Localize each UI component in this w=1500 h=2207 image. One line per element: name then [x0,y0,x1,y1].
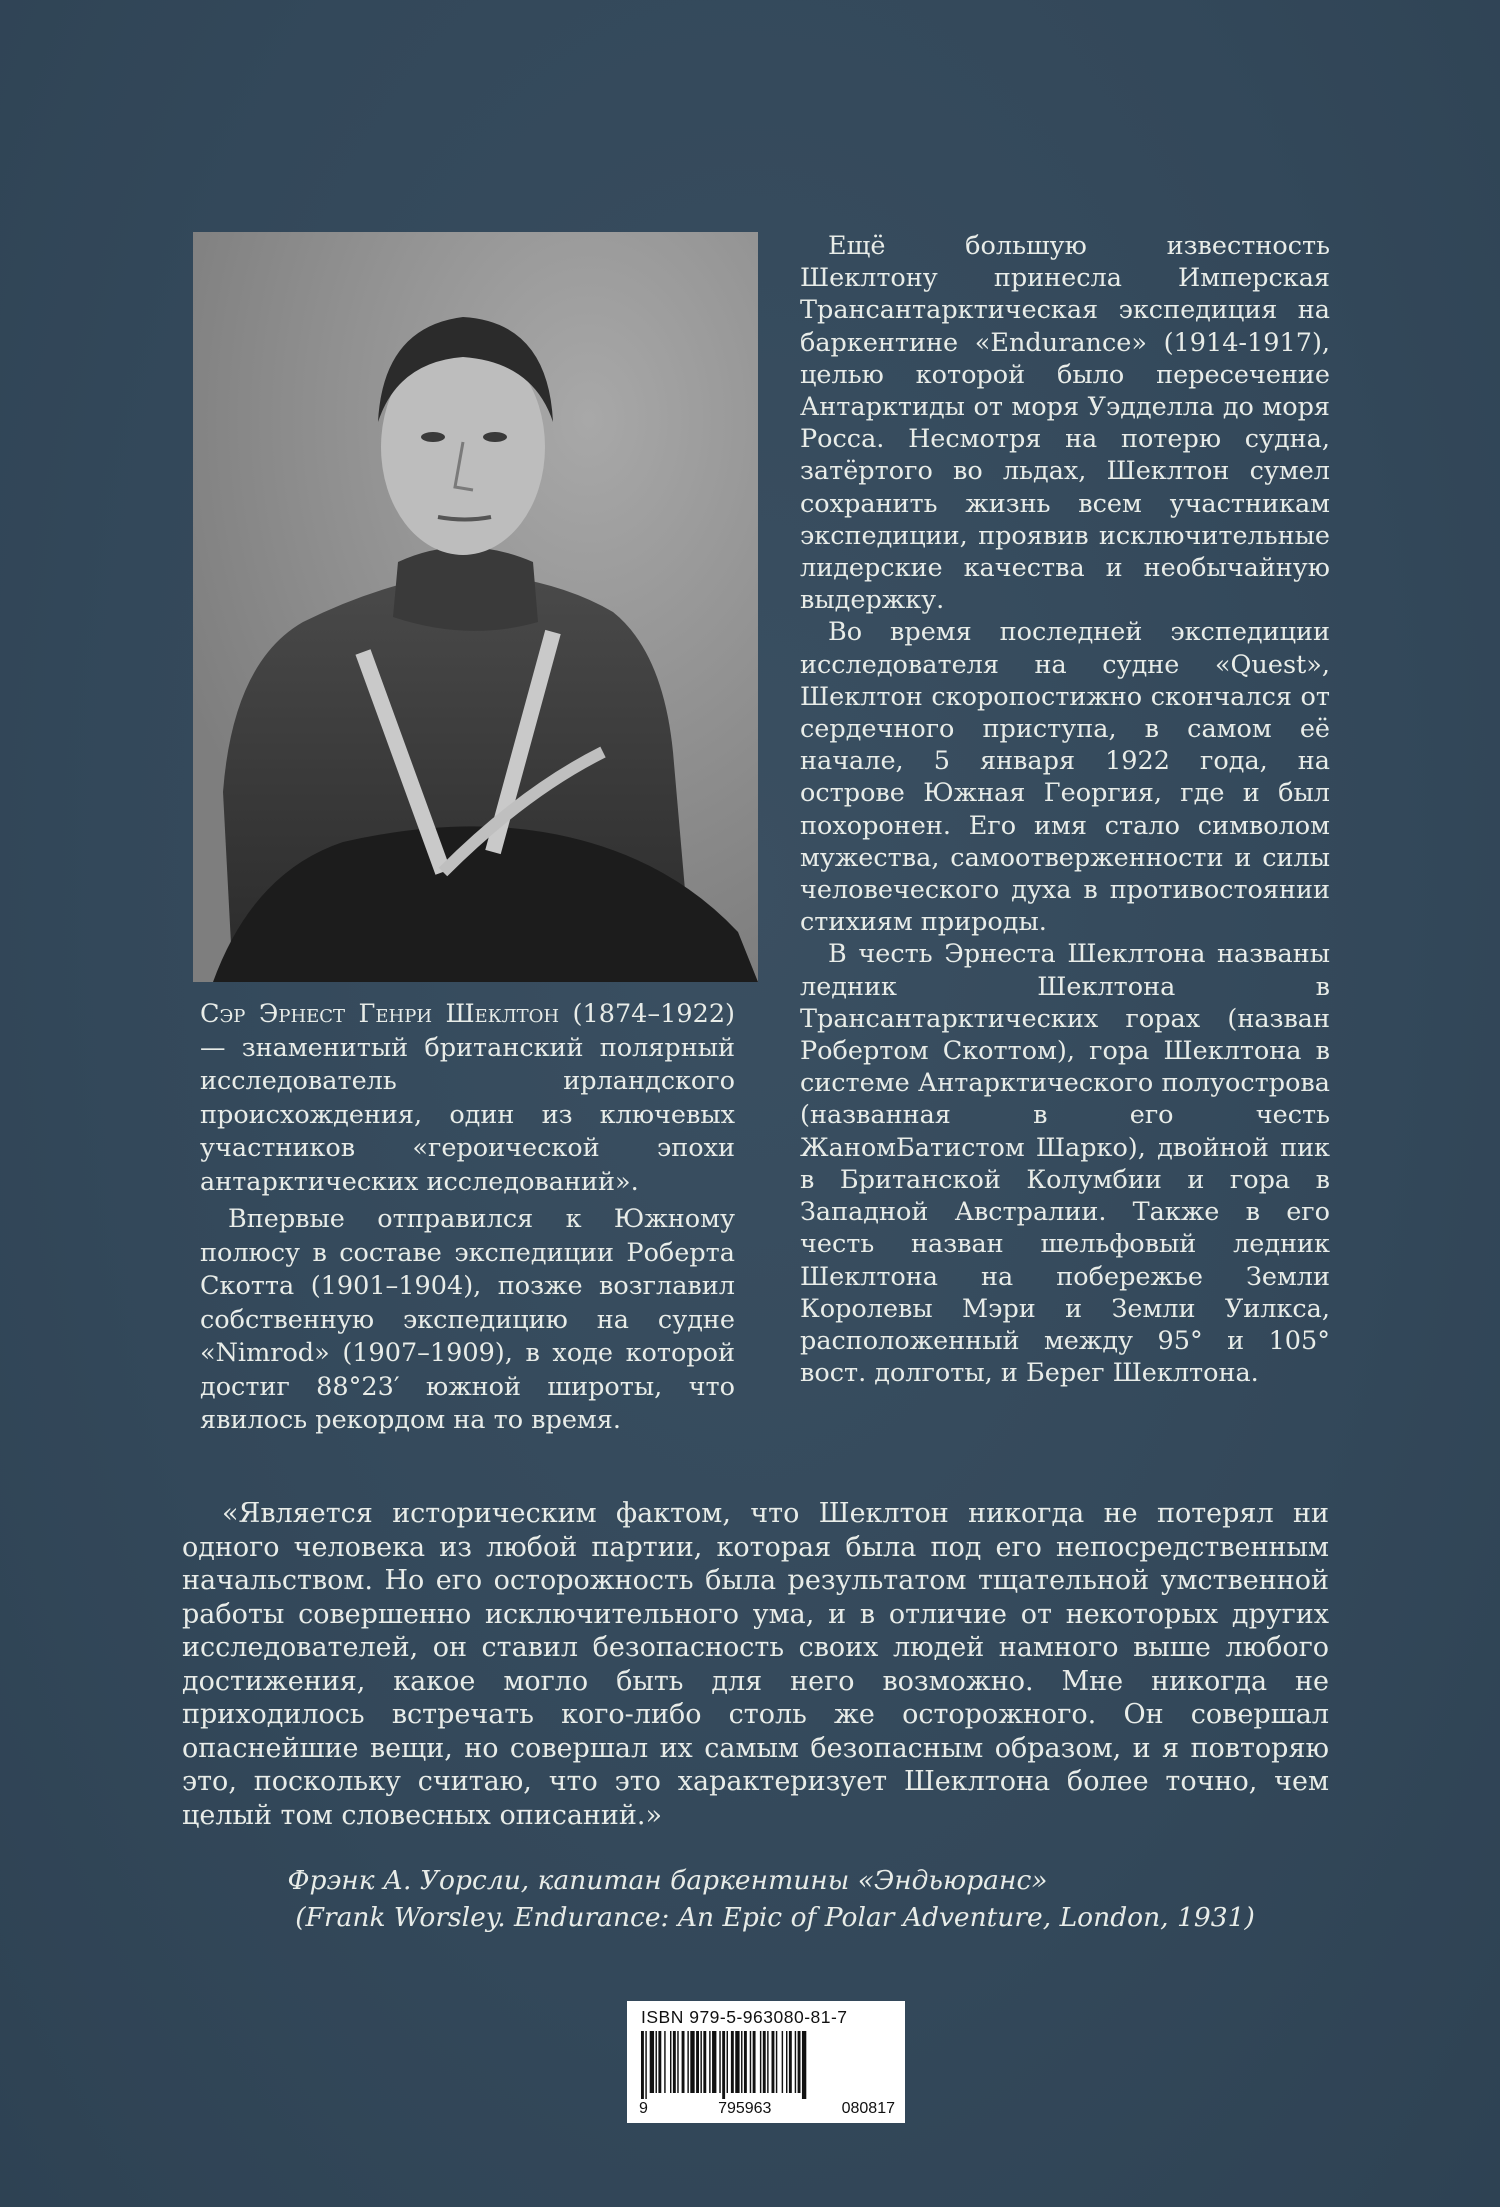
barcode-bar [664,2031,665,2093]
barcode-bar [656,2031,657,2093]
barcode-bar [750,2031,751,2093]
barcode-bar [741,2031,742,2093]
barcode-bar [677,2031,678,2093]
barcode-bar [744,2031,747,2093]
right-paragraph-3: В честь Эрнеста Шеклтона названы ледник Шеклтона в Трансантарктических горах (назван Робертом Скоттом), гора Шеклтона в системе Антарктического полуострова (названная в его честь ЖаномБатистом Шарко), двойной пик в Британской Колумбии и гора в Западной Австралии. Также в его честь назван шельфовый ледник Шеклтона на побережье Земли Королевы Мэри и Земли Уилкса, расположенный между 95° и 105° вост. долготы, и Берег Шеклтона. [800,939,1330,1389]
barcode-bar [735,2031,739,2093]
attribution-source: (Frank Worsley. Endurance: An Epic of Polar Adventure, London, 1931) [295,1902,1255,1933]
barcode-bar [650,2031,654,2093]
barcode-bar [802,2031,806,2099]
attribution-author: Фрэнк А. Уорсли, капитан баркентины «Эндьюранс» [287,1865,1048,1896]
barcode-bar [753,2031,756,2093]
right-paragraph-2: Во время последней экспедиции исследователя на судне «Quest», Шеклтон скоропостижно скончался от сердечного приступа, в самом её начале, 5 января 1922 года, на острове Южная Георгия, где и был похоронен. Его имя стало символом мужества, самоотверженности и силы человеческого духа в противостоянии стихиям природы. [800,617,1330,938]
quote-attribution [180,1862,1280,1936]
barcode-bar [641,2031,644,2099]
barcode-bar [645,2031,646,2099]
barcode-bar [687,2031,688,2093]
barcode-bar [722,2031,725,2099]
barcode-digits [639,2100,895,2118]
barcode-bar [696,2031,699,2093]
isbn-barcode [627,2001,905,2123]
barcode-bar [731,2031,734,2093]
worsley-quote: «Является историческим фактом, что Шеклтон никогда не потерял ни одного человека из любой партии, которая была под его непосредственным начальством. Но его осторожность была результатом тщательной умственной работы совершенно исключительного ума, и в отличие от некоторых других исследователей, он ставил безопасность своих людей намного выше любого достижения, какое могло быть для него возможно. Мне никогда не приходилось встречать кого-либо столь же осторожного. Он совершал опаснейшие вещи, но совершал их самым безопасным образом, и я повторяю это, поскольку считаю, что это характеризует Шеклтона более точно, чем целый том словесных описаний.» [182,1498,1329,1831]
photo-caption [200,998,735,1438]
right-column-text [800,230,1330,1389]
barcode-bar [719,2031,720,2093]
barcode-bar [673,2031,676,2093]
barcode-bar [772,2031,775,2093]
portrait-photo [193,232,758,982]
caption-paragraph-2: Впервые отправился к Южному полюсу в составе экспедиции Роберта Скотта (1901–1904), позже возглавил собственную экспедицию на судне «Nimrod» (1907–1909), в ходе которой достиг 88°23′ южной широты, что явилось рекордом на то время. [200,1204,735,1435]
barcode-bars [637,2031,895,2099]
barcode-bar [670,2031,671,2093]
barcode-bar [703,2031,706,2093]
barcode-bar [700,2031,701,2093]
portrait-image [193,232,758,982]
barcode-right-digits: 080817 [841,2100,895,2117]
barcode-bar [798,2031,801,2093]
barcode-left-digits: 795963 [718,2100,772,2117]
isbn-number: ISBN 979-5-963080-81-7 [641,2007,848,2027]
caption-text: (1874–1922) — знаменитый британский полярный исследователь ирландского происхождения, один из ключевых участников «героической эпохи антарктических исследований». [200,999,735,1197]
barcode-bar [786,2031,787,2093]
barcode-bar [789,2031,792,2093]
barcode-bar [709,2031,710,2093]
barcode-bar [712,2031,716,2093]
barcode-bar [767,2031,768,2093]
barcode-bar [727,2031,728,2093]
barcode-bar [760,2031,761,2093]
barcode-bar [782,2031,783,2093]
barcode-bar [776,2031,777,2093]
barcode-bar [763,2031,766,2093]
barcode-bar [682,2031,685,2093]
right-paragraph-1: Ещё большую известность Шеклтону принесла Имперская Трансантарктическая экспедиция на баркентине «Endurance» (1914-1917), целью которой было пересечение Антарктиды от моря Уэдделла до моря Росса. Несмотря на потерю судна, затёртого во льдах, Шеклтон сумел сохранить жизнь всем участникам экспедиции, проявив исключительные лидерские качества и необычайную выдержку. [800,231,1330,616]
barcode-bar [658,2031,661,2093]
barcode-bar [690,2031,694,2093]
barcode-first-digit: 9 [639,2100,648,2117]
caption-paragraph-1 [200,998,735,1199]
caption-name: Сэр Эрнест Генри Шеклтон [200,999,560,1029]
barcode-bar [795,2031,796,2093]
